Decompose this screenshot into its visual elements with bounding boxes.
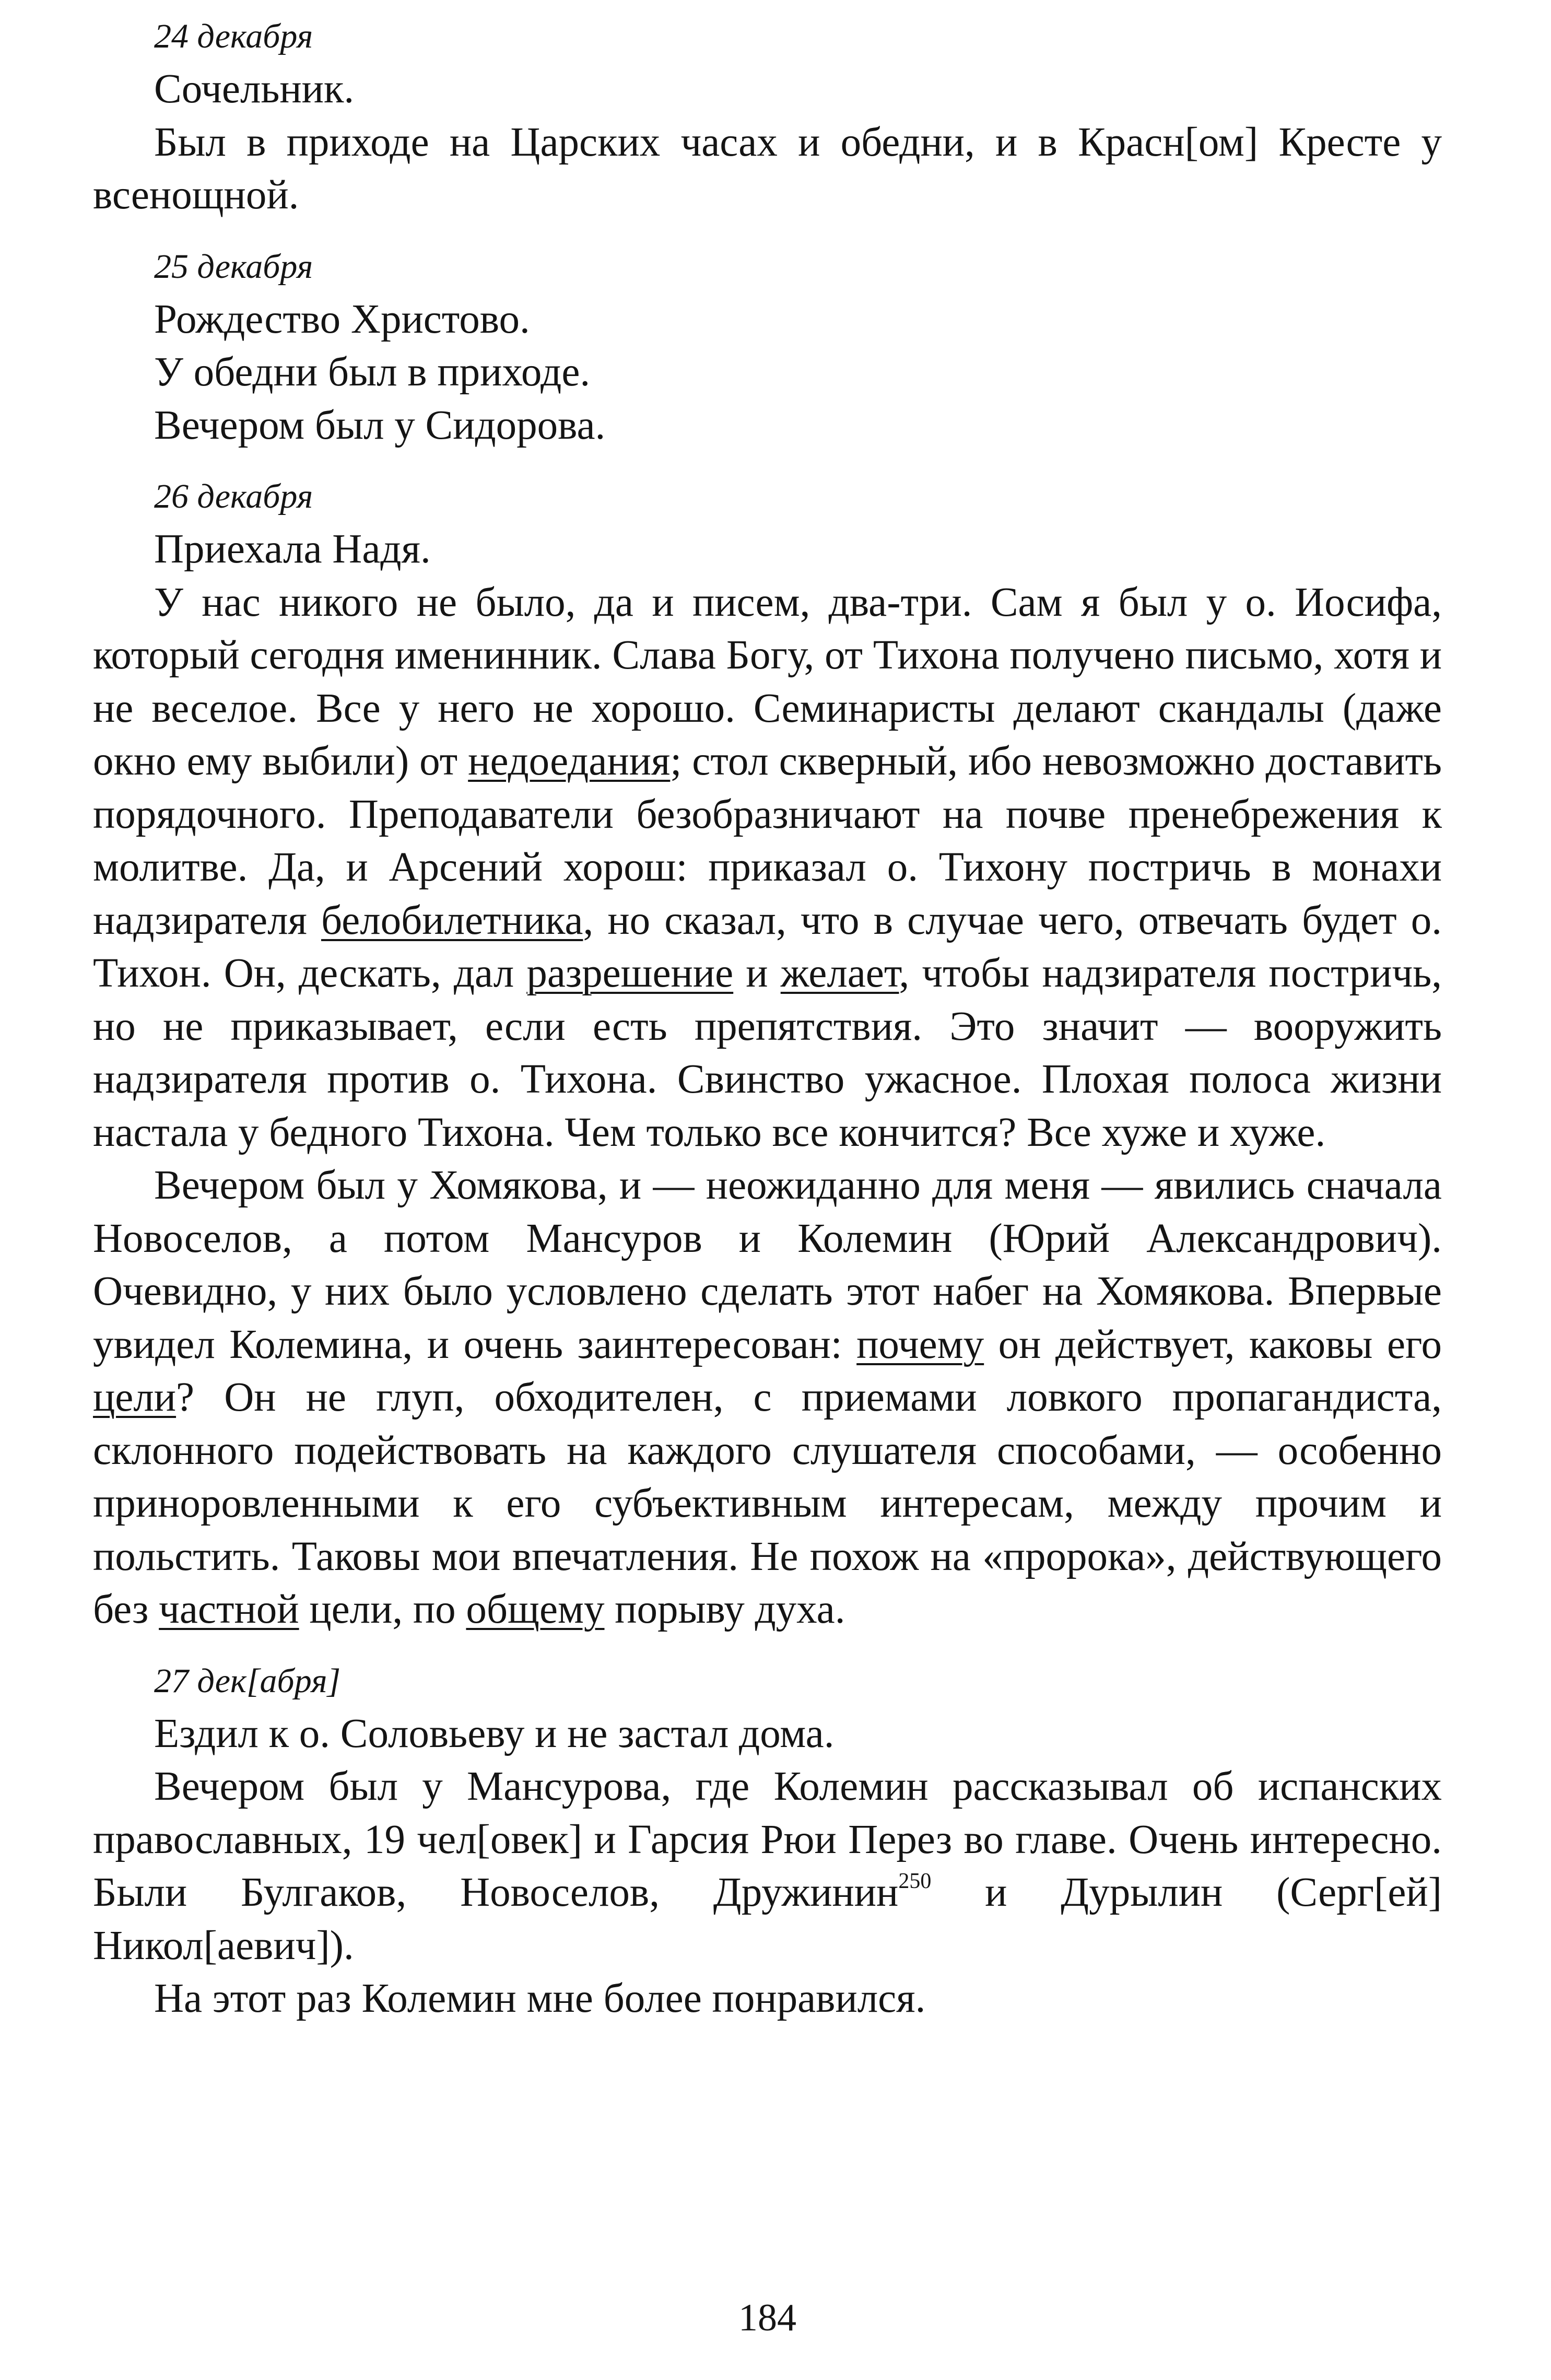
entry-date: 24 декабря bbox=[154, 17, 313, 55]
paragraph: Вечером был у Сидорова. bbox=[154, 402, 606, 448]
text-run: , чтобы надзирателя постричь, но не приказывает, если есть препятствия. Это значит — вооружить надзирателя против о. Тихона. Свинство ужасное. Плохая полоса жизни настала у бедного Тихона. Чем только все кончится? Все хуже и хуже. bbox=[93, 951, 1442, 1155]
diary-entry bbox=[93, 241, 1442, 452]
diary-entry bbox=[93, 10, 1442, 222]
paragraph: Ездил к о. Соловьеву и не застал дома. bbox=[154, 1710, 835, 1756]
paragraph bbox=[93, 1159, 1442, 1636]
text-run: Вечером был у Мансурова, где Колемин рассказывал об испанских православных, 19 чел[овек] и Гарсия Рюи Перез во главе. Очень интересно. Были Булгаков, Новоселов, Дружинин bbox=[93, 1764, 1442, 1915]
text-run: ? Он не глуп, обходителен, с приемами ловкого пропагандиста, склонного подействовать на каждого слушателя способами, — особенно приноровленными к его субъективным интересам, между прочим и польстить. Таковы мои впечатления. Не похож на «пророка», действующего без bbox=[93, 1375, 1442, 1632]
entry-date: 25 декабря bbox=[154, 247, 313, 286]
diary-entry bbox=[93, 471, 1442, 1636]
footnote-marker: 250 bbox=[898, 1869, 932, 1893]
underlined-word: недоедания bbox=[468, 738, 671, 784]
paragraph bbox=[93, 576, 1442, 1159]
page-number: 184 bbox=[738, 2296, 796, 2339]
underlined-word: почему bbox=[856, 1321, 984, 1367]
text-run: порыву духа. bbox=[604, 1587, 845, 1632]
paragraph bbox=[93, 1760, 1442, 1972]
text-run: и bbox=[733, 951, 781, 996]
underlined-word: общему bbox=[466, 1587, 605, 1632]
underlined-word: желает bbox=[780, 951, 899, 996]
underlined-word: частной bbox=[159, 1587, 299, 1632]
text-run: и Дурылин (Серг[ей] Никол[аевич]). bbox=[93, 1870, 1442, 1968]
paragraph: Сочельник. bbox=[154, 66, 355, 112]
text-run: цели, по bbox=[299, 1587, 466, 1632]
underlined-word: цели bbox=[93, 1375, 177, 1420]
entry-date: 26 декабря bbox=[154, 477, 313, 515]
paragraph: Приехала Надя. bbox=[154, 526, 431, 572]
text-run: он действует, каковы его bbox=[984, 1321, 1442, 1367]
paragraph: На этот раз Колемин мне более понравился. bbox=[154, 1976, 926, 2021]
paragraph: У обедни был в приходе. bbox=[154, 349, 591, 395]
paragraph: Был в приходе на Царских часах и обедни, и в Красн[ом] Кресте у всенощной. bbox=[93, 119, 1442, 218]
text-run: ; стол скверный, ибо невозможно доставить порядочного. Преподаватели безобразничают на почве пренебрежения к молитве. Да, и Арсений хорош: приказал о. Тихону постричь в монахи надзирателя bbox=[93, 738, 1442, 943]
text-run: , но сказал, что в случае чего, отвечать будет о. Тихон. Он, дескать, дал bbox=[93, 897, 1442, 996]
text-run: У нас никого не было, да и писем, два-три. Сам я был у о. Иосифа, который сегодня именинник. Слава Богу, от Тихона получено письмо, хотя и не веселое. Все у него не хорошо. Семинаристы делают скандалы (даже окно ему выбили) от bbox=[93, 579, 1442, 784]
diary-page bbox=[93, 10, 1442, 2371]
diary-entry bbox=[93, 1655, 1442, 2025]
entry-date: 27 дек[абря] bbox=[154, 1661, 341, 1700]
paragraph: Рождество Христово. bbox=[154, 296, 530, 342]
underlined-word: разрешение bbox=[526, 951, 734, 996]
text-run: Вечером был у Хомякова, и — неожиданно для меня — явились сначала Новоселов, а потом Мансуров и Колемин (Юрий Александрович). Очевидно, у них было условлено сделать этот набег на Хомякова. Впервые увидел Колемина, и очень заинтересован: bbox=[93, 1163, 1442, 1367]
underlined-word: белобилетника bbox=[321, 897, 583, 943]
